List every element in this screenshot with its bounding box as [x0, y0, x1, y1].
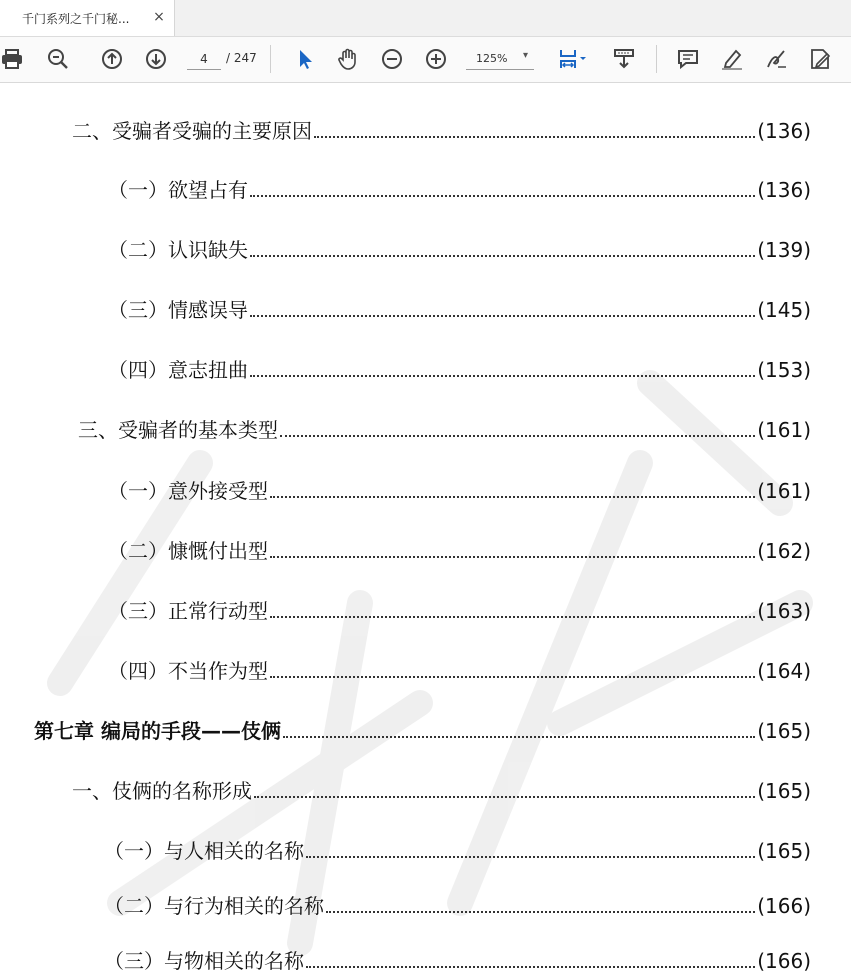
- sign-icon: [764, 47, 788, 71]
- toc-entry-page: (136): [757, 178, 811, 202]
- toc-leader-dots: [250, 314, 755, 317]
- separator: [270, 45, 271, 73]
- page-total: / 247: [226, 51, 257, 65]
- toc-leader-dots: [314, 135, 755, 138]
- toc-entry-page: (166): [757, 894, 811, 918]
- toc-entry[interactable]: [108, 535, 811, 564]
- toc-entry-page: (145): [757, 298, 811, 322]
- toc-entry-title: （一）欲望占有: [108, 178, 248, 202]
- zoom-search-icon: [46, 47, 70, 71]
- toc-entry-title: （一）意外接受型: [108, 479, 268, 503]
- zoom-select[interactable]: [466, 49, 534, 70]
- toc-entry-title: （二）慷慨付出型: [108, 539, 268, 563]
- highlight-icon: [720, 47, 744, 71]
- zoom-in-icon: [424, 47, 448, 71]
- toc-entry[interactable]: [104, 945, 811, 974]
- toc-entry-page: (165): [757, 719, 811, 743]
- toc-entry[interactable]: [72, 115, 811, 144]
- fit-page-icon: [557, 47, 587, 71]
- toc-entry-page: (163): [757, 599, 811, 623]
- find-button[interactable]: [44, 45, 72, 73]
- toc-entry-title: 三、受骗者的基本类型: [78, 418, 278, 442]
- toc-entry-page: (165): [757, 779, 811, 803]
- toc-entry-page: (162): [757, 539, 811, 563]
- fill-sign-icon: [808, 47, 832, 71]
- sign-button[interactable]: [762, 45, 790, 73]
- toc-leader-dots: [270, 555, 755, 558]
- toc-entry-page: (164): [757, 659, 811, 683]
- toc-entry[interactable]: [108, 354, 811, 383]
- toc-entry-page: (166): [757, 949, 811, 973]
- next-page-icon: [144, 47, 168, 71]
- toc-leader-dots: [326, 910, 755, 913]
- zoom-in-button[interactable]: [422, 45, 450, 73]
- toc-chapter-entry[interactable]: [34, 715, 811, 744]
- toc-entry-title: （二）与行为相关的名称: [104, 894, 324, 918]
- toc-entry-page: (153): [757, 358, 811, 382]
- toc-entry-page: (161): [757, 479, 811, 503]
- toc-leader-dots: [254, 795, 755, 798]
- hand-tool-icon: [336, 47, 360, 71]
- toc-entry[interactable]: [108, 475, 811, 504]
- toc-entry[interactable]: [104, 890, 811, 919]
- toc-entry-title: （四）意志扭曲: [108, 358, 248, 382]
- toc-entry[interactable]: [104, 835, 811, 864]
- print-icon: [0, 47, 24, 71]
- tab-bar: [0, 0, 851, 37]
- toc-entry-page: (165): [757, 839, 811, 863]
- fit-page-button[interactable]: [554, 45, 590, 73]
- document-page[interactable]: [0, 83, 851, 977]
- scroll-mode-icon: [612, 47, 636, 71]
- toolbar: [0, 37, 851, 83]
- toc-entry[interactable]: [78, 414, 811, 443]
- separator: [656, 45, 657, 73]
- page-number-input[interactable]: [187, 49, 221, 70]
- comment-icon: [676, 47, 700, 71]
- toc-entry[interactable]: [108, 294, 811, 323]
- toc-entry[interactable]: [108, 174, 811, 203]
- toc-leader-dots: [270, 615, 755, 618]
- toc-leader-dots: [306, 965, 755, 968]
- zoom-value: 125%: [476, 52, 508, 65]
- toc-entry[interactable]: [72, 775, 811, 804]
- toc-entry[interactable]: [108, 234, 811, 263]
- select-cursor-icon: [293, 47, 317, 71]
- toc-leader-dots: [306, 855, 755, 858]
- zoom-out-icon: [380, 47, 404, 71]
- toc-entry[interactable]: [108, 595, 811, 624]
- prev-page-icon: [100, 47, 124, 71]
- toc-entry-title: （三）与物相关的名称: [104, 949, 304, 973]
- toc-entry-page: (136): [757, 119, 811, 143]
- close-tab-icon[interactable]: ×: [153, 9, 165, 25]
- toc-leader-dots: [283, 735, 755, 738]
- scroll-mode-button[interactable]: [610, 45, 638, 73]
- toc-entry-title: （三）正常行动型: [108, 599, 268, 623]
- toc-entry-page: (161): [757, 418, 811, 442]
- zoom-out-button[interactable]: [378, 45, 406, 73]
- toc-entry-title: 一、伎俩的名称形成: [72, 779, 252, 803]
- comment-button[interactable]: [674, 45, 702, 73]
- toc-entry-title: （二）认识缺失: [108, 238, 248, 262]
- next-page-button[interactable]: [142, 45, 170, 73]
- highlight-button[interactable]: [718, 45, 746, 73]
- toc-entry-title: 第七章 编局的手段——伎俩: [34, 719, 281, 743]
- toc-entry[interactable]: [108, 655, 811, 684]
- fill-sign-button[interactable]: [806, 45, 834, 73]
- toc-leader-dots: [280, 434, 755, 437]
- toc-leader-dots: [270, 495, 755, 498]
- document-tab[interactable]: [0, 0, 175, 36]
- toc-entry-title: （三）情感误导: [108, 298, 248, 322]
- toc-entry-title: （四）不当作为型: [108, 659, 268, 683]
- tab-title: 千门系列之千门秘...: [22, 11, 130, 26]
- toc-entry-page: (139): [757, 238, 811, 262]
- select-tool-button[interactable]: [291, 45, 319, 73]
- toc-leader-dots: [250, 374, 755, 377]
- toc-leader-dots: [250, 194, 755, 197]
- previous-page-button[interactable]: [98, 45, 126, 73]
- toc-leader-dots: [270, 675, 755, 678]
- chevron-down-icon: ▾: [522, 50, 528, 61]
- toc-entry-title: 二、受骗者受骗的主要原因: [72, 119, 312, 143]
- toc-entry-title: （一）与人相关的名称: [104, 839, 304, 863]
- hand-tool-button[interactable]: [334, 45, 362, 73]
- print-button[interactable]: [0, 45, 26, 73]
- toc-leader-dots: [250, 254, 755, 257]
